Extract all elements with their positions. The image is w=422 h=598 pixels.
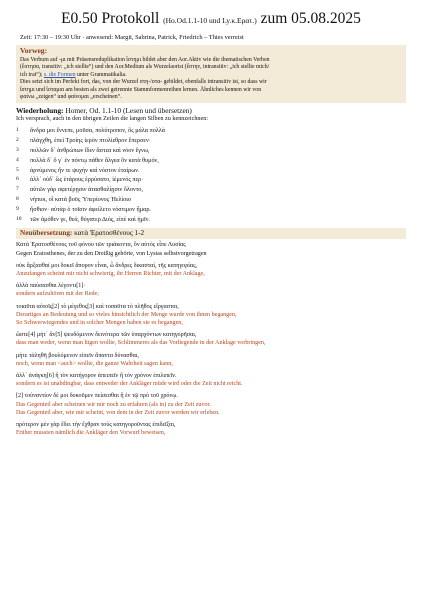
- vorweg-line: Das Verbum auf -μι mit Präsensreduplikation ἵστημι bildet aber den Aor.Aktiv wie die thematischen Verben: [20, 57, 270, 63]
- verse-list: [16, 126, 406, 224]
- verse-text: πολλῶν δ᾽ ἀνθρώπων ἴδεν ἄστεα καὶ νόον ἔγνω,: [30, 147, 150, 155]
- vorweg-section: [16, 45, 406, 103]
- title-date: zum 05.08.2025: [260, 10, 361, 27]
- german-translation-alt: Das Gegenteil aber, wie mir scheint, von dem in der Zeit zuvor werden wir erleben.: [16, 409, 220, 416]
- verse-number: 8: [16, 196, 19, 203]
- verse-text: νήπιοι, οἳ κατὰ βοῦς Ὑπερίονος Ἠελίοιο: [30, 196, 132, 204]
- verse-line: [16, 175, 406, 185]
- neu-heading: [20, 229, 402, 238]
- page-title: [16, 10, 406, 30]
- verse-text: πλάγχθη, ἐπεὶ Τροίης ἱερὸν πτολίεθρον ἔπερσεν·: [30, 137, 151, 145]
- verse-line: [16, 146, 406, 156]
- translation-pair: [16, 392, 406, 417]
- greek-line: πρότερον μὲν γὰρ ἔδει τὴν ἔχθραν τοὺς κατηγοροῦντας ἐπιδεῖξαι,: [16, 422, 176, 429]
- verse-number: 6: [16, 176, 19, 183]
- verse-number: 2: [16, 137, 19, 144]
- title-source: (Ho.Od.1.1-10 und Ly.κ.Ερατ.): [163, 16, 257, 25]
- verse-line: [16, 205, 406, 215]
- german-translation: Anzufangen scheint mir nicht schwierig, ihr Herren Richter, mit der Anklage,: [16, 271, 205, 278]
- german-translation: Früher mussten nämlich die Ankläger den Vorwurf beweisen,: [16, 430, 166, 437]
- intro-translation: Gegen Eratosthenes, der zu den Dreißig gehörte, von Lysias selbstvorgetragen: [16, 250, 207, 257]
- wiederholung-label: Wiederholung:: [16, 106, 64, 116]
- wiederholung-note: Ich versprach, auch in den übrigen Zeilen die langen Silben zu kennzeichnen:: [16, 115, 209, 123]
- german-translation-alt: So Schwerwiegendes und in solcher Mengen haben sie es begangen,: [16, 320, 183, 327]
- translation-pair: [16, 352, 406, 368]
- verse-line: [16, 156, 406, 166]
- neu-source: κατὰ Ἐρατοσθένους 1-2: [72, 229, 145, 238]
- german-translation: Das Gegenteil aber scheinen wir mir noch zu erfahren (als in) zu der Zeit zuvor.: [16, 401, 211, 408]
- greek-line: οὐκ ἄρξασθαί μοι δοκεῖ ἄπορον εἶναι, ὦ ἄνδρες δικασταί, τῆς κατηγορίας,: [16, 262, 198, 269]
- verse-line: [16, 136, 406, 146]
- wiederholung-heading: [16, 106, 406, 115]
- translation-pair: [16, 421, 406, 437]
- greek-line: ἀλλὰ παύσασθαι λέγοντι[1]·: [16, 283, 86, 290]
- formen-link[interactable]: s. die Formen: [43, 71, 76, 78]
- verse-line: [16, 195, 406, 205]
- greek-line: [2] τοὐναντίον δέ μοι δοκοῦμεν πείσεσθαι ἢ ἐν τῷ πρὸ τοῦ χρόνῳ.: [16, 393, 178, 400]
- meeting-meta: Zeit: 17:30 – 19:30 Uhr · anwesend: Margit, Sabrina, Patrick, Friedrich – Thies verreist: [20, 34, 244, 41]
- translation-pairs: [16, 262, 406, 438]
- translation-pair: [16, 331, 406, 347]
- neu-intro: [16, 241, 406, 257]
- german-translation: sondern aufzuhören mit der Rede;: [16, 291, 99, 298]
- verse-line: [16, 126, 406, 136]
- verse-line: [16, 166, 406, 176]
- verse-text: πολλὰ δ᾽ ὅ γ᾽ ἐν πόντῳ πάθεν ἄλγεα ὃν κατὰ θυμόν,: [30, 156, 159, 164]
- german-translation: sondern es ist unabdingbar, dass entweder der Ankläger müde wird oder die Zeit nicht reicht.: [16, 381, 243, 388]
- verse-number: 9: [16, 205, 19, 212]
- verse-number: 10: [16, 215, 22, 222]
- verse-text: τῶν ἁμόθεν γε, θεά, θύγατερ Διός, εἰπὲ καὶ ἡμῖν.: [30, 215, 150, 223]
- verse-text: ἄνδρα μοι ἔννεπε, μοῦσα, πολύτροπον, ὃς μάλα πολλὰ: [30, 127, 166, 135]
- vorweg-text: [20, 57, 402, 101]
- greek-line: τοιαῦτα αὐτοῖς[2] τὸ μέγεθος[3] καὶ τοσαῦτα τὸ πλῆθος εἴργασται,: [16, 303, 179, 310]
- greek-line: Κατὰ Ἐρατοσθένους τοῦ φόνου τῶν τριάκοντα, ὃν αὐτὸς εἶπε Λυσίας: [16, 242, 186, 249]
- verse-number: 4: [16, 156, 19, 163]
- verse-number: 5: [16, 166, 19, 173]
- vorweg-line: Dies setzt sich im Perfekt fort, das, von der Wurzel στη-/στα- gebildet, ebenfalls intransitiv ist, so dass wir: [20, 79, 267, 86]
- neu-label: Neuübersetzung:: [20, 229, 73, 238]
- verse-number: 1: [16, 127, 19, 134]
- verse-line: [16, 215, 406, 225]
- verse-number: 3: [16, 147, 19, 154]
- verse-line: [16, 185, 406, 195]
- vorweg-line: ich trat“);: [20, 71, 44, 78]
- greek-line: ὥστε[4] μήτ᾽ ἂν[5] ψευδόμενον δεινότερα τῶν ὑπαρχόντων κατηγορῆσαι,: [16, 332, 197, 339]
- vorweg-line: φαίνω „zeigen“ und φαίνομαι „erscheinen“.: [20, 94, 122, 101]
- translation-pair: [16, 282, 406, 298]
- translation-pair: [16, 262, 406, 278]
- verse-text: αὐτῶν γὰρ σφετέρῃσιν ἀτασθαλίῃσιν ὄλοντο,: [30, 186, 143, 194]
- wiederholung-source: Homer, Od. 1.1-10 (Lesen und übersetzen): [65, 106, 192, 116]
- neu-section-header: [16, 228, 406, 239]
- vorweg-line: unter Grammatikalia.: [75, 71, 127, 78]
- vorweg-heading: Vorweg:: [20, 46, 48, 55]
- vorweg-line: (ἔστησα, transitiv: „ich stellte“) und den Aor.Medium als Wurzelaorist (ἔστην, intransitiv: „ich stellte mich/: [20, 64, 270, 71]
- greek-line: μήτε τἀληθῆ βουλόμενον εἰπεῖν ἅπαντα δύνασθαι,: [16, 352, 139, 359]
- title-main: E0.50 Protokoll: [61, 10, 160, 27]
- german-translation: dass man weder, wenn man lügen wollte, Schlimmeres als das Vorliegende in der Anklage vorbringen,: [16, 340, 266, 347]
- verse-text: ἤσθιον· αὐτὰρ ὁ τοῖσιν ἀφείλετο νόστιμον ἦμαρ.: [30, 205, 151, 213]
- verse-number: 7: [16, 186, 19, 193]
- vorweg-line: ἵστημι und ἵσταμαι am besten als zwei getrennte Stammformenreihen lernen. Ähnliches kennen wir von: [20, 86, 262, 93]
- german-translation: noch, wenn man <auch> wollte, die ganze Wahrheit sagen kann,: [16, 360, 173, 367]
- greek-line: ἀλλ᾽ ἀνάγκη[6] ἢ τὸν κατήγορον ἀπειπεῖν ἢ τὸν χρόνον ἐπιλιπεῖν.: [16, 373, 177, 380]
- verse-text: ἀρνύμενος ἥν τε ψυχὴν καὶ νόστον ἑταίρων.: [30, 166, 140, 174]
- verse-text: ἀλλ᾽ οὐδ᾽ ὣς ἑτάρους ἐρρύσατο, ἱέμενός περ·: [30, 176, 144, 184]
- translation-pair: [16, 303, 406, 328]
- translation-pair: [16, 372, 406, 388]
- german-translation: Derartiges an Bedeutung und so vieles hinsichtlich der Menge wurde von ihnen begangen,: [16, 311, 237, 318]
